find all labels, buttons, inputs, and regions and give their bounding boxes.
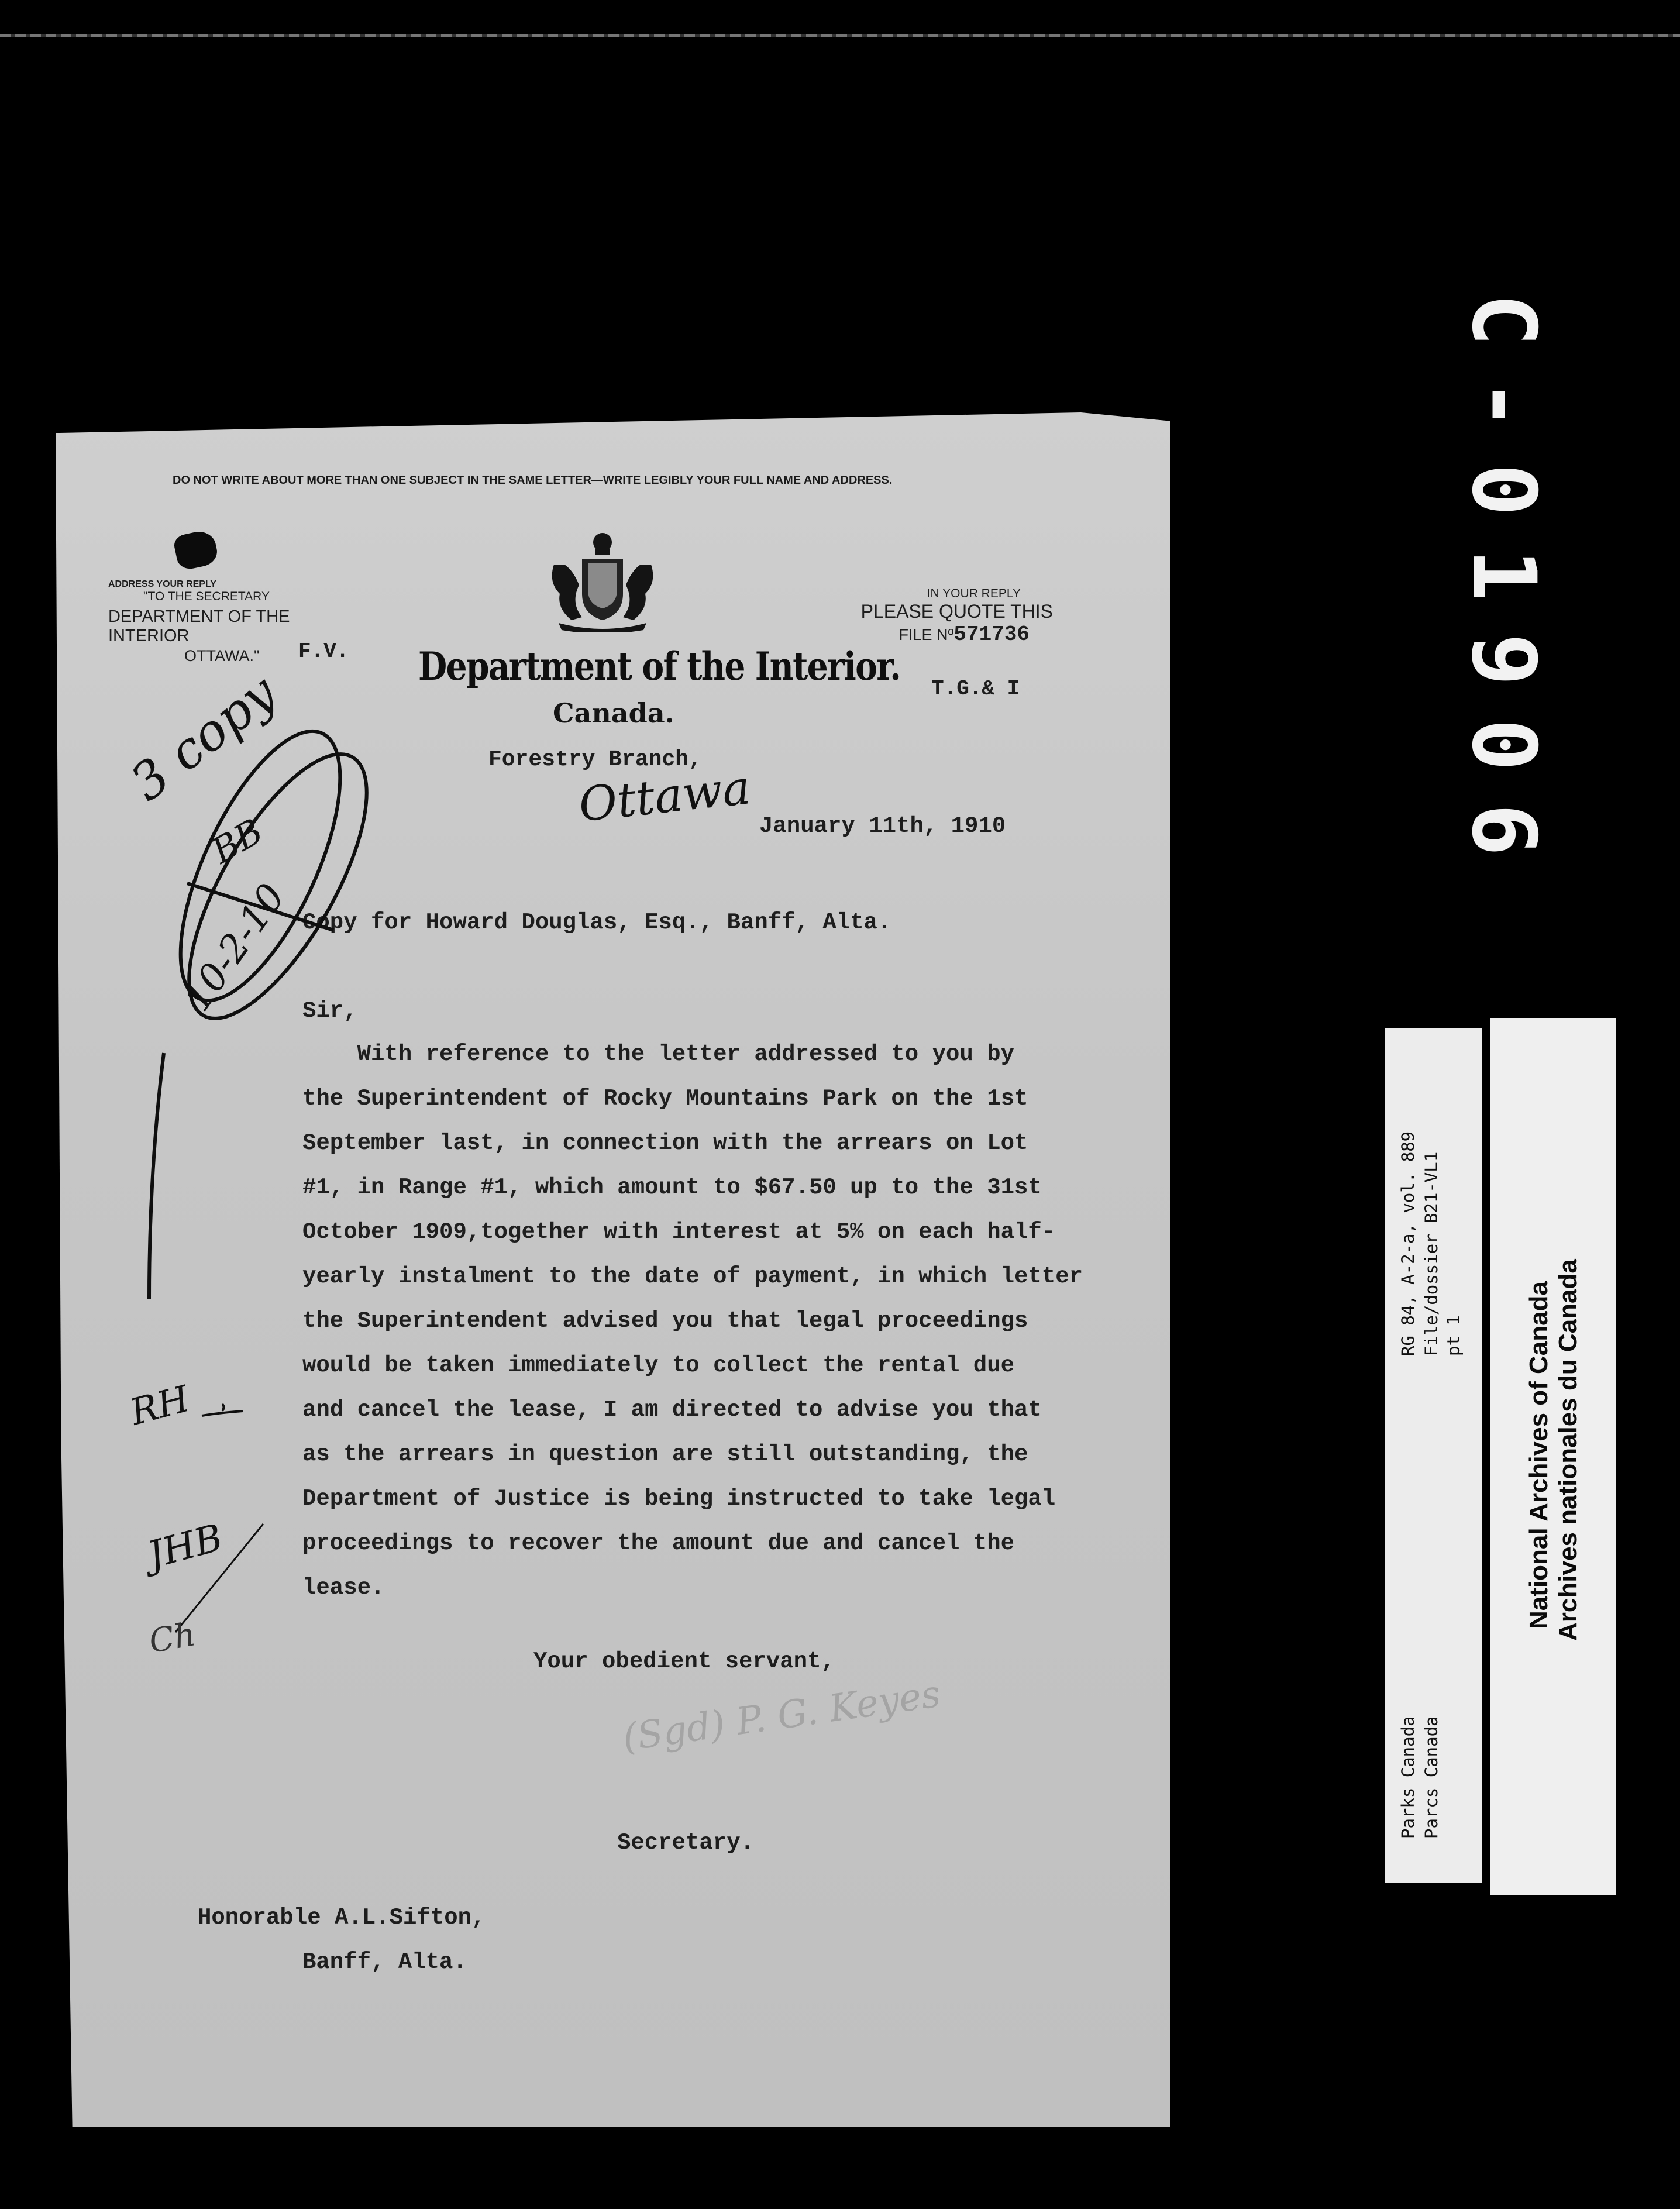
body-line: would be taken immediately to collect the rental due bbox=[302, 1353, 1014, 1378]
closing: Your obedient servant, bbox=[533, 1649, 835, 1674]
reply-line-2: PLEASE QUOTE THIS bbox=[860, 601, 1053, 622]
archive-part: pt 1 bbox=[1444, 1315, 1464, 1356]
margin-initials-3: Ch bbox=[146, 1615, 199, 1661]
city-name: Ottawa bbox=[576, 760, 753, 832]
handwritten-date-note: 10-2-10 bbox=[175, 876, 294, 1020]
copy-for-line: Copy for Howard Douglas, Esq., Banff, Alta. bbox=[302, 910, 891, 935]
reply-line-1: IN YOUR REPLY bbox=[927, 587, 1021, 600]
archive-file: File/dossier B21-VL1 bbox=[1421, 1151, 1441, 1356]
archive-agency-en: Parks Canada bbox=[1398, 1716, 1418, 1839]
frame-number-text: C-01906 bbox=[1452, 293, 1554, 889]
file-number-label: FILE Nº bbox=[898, 626, 954, 644]
body-line: Department of Justice is being instructed to take legal bbox=[302, 1486, 1056, 1512]
body-line: October 1909,together with interest at 5% on each half- bbox=[302, 1219, 1056, 1245]
body-line: and cancel the lease, I am directed to advise you that bbox=[302, 1397, 1042, 1423]
archive-label-reference bbox=[1385, 1028, 1482, 1883]
archive-label-institution bbox=[1490, 1018, 1616, 1895]
handwritten-initials: BB bbox=[205, 810, 270, 872]
body-line: September last, in connection with the arrears on Lot bbox=[302, 1130, 1028, 1156]
letterhead-notice: DO NOT WRITE ABOUT MORE THAN ONE SUBJECT IN THE SAME LETTER—WRITE LEGIBLY YOUR FULL NAME AND ADDRESS. bbox=[173, 474, 893, 487]
margin-initials-1: RH bbox=[126, 1377, 194, 1434]
branch-name: Forestry Branch, bbox=[488, 747, 702, 772]
address-reply-line-1: ADDRESS YOUR REPLY bbox=[108, 579, 216, 589]
recipient-place: Banff, Alta. bbox=[302, 1949, 467, 1975]
recipient-name: Honorable A.L.Sifton, bbox=[198, 1905, 486, 1931]
coat-of-arms-icon bbox=[541, 529, 664, 632]
margin-initials-2: JHB bbox=[143, 1516, 228, 1578]
handwritten-copy-note: 3 copy bbox=[120, 663, 288, 813]
department-title: Department of the Interior. bbox=[418, 644, 901, 689]
reply-block bbox=[831, 587, 1053, 646]
body-line: lease. bbox=[302, 1575, 385, 1601]
margin-mark-line bbox=[199, 1401, 246, 1419]
country-title: Canada. bbox=[553, 697, 674, 729]
body-line: #1, in Range #1, which amount to $67.50 up to the 31st bbox=[302, 1175, 1042, 1200]
archive-reference: RG 84, A-2-a, vol. 889 bbox=[1398, 1131, 1418, 1356]
body-line: With reference to the letter addressed to you by bbox=[302, 1041, 1014, 1067]
archive-institution-fr: Archives nationales du Canada bbox=[1554, 1259, 1582, 1641]
address-reply-line-3: DEPARTMENT OF THE INTERIOR bbox=[108, 607, 290, 645]
frame-number bbox=[1416, 269, 1591, 913]
body-line: the Superintendent of Rocky Mountains Park on the 1st bbox=[302, 1086, 1028, 1112]
file-number-value: 571736 bbox=[953, 622, 1030, 646]
address-reply-line-4: OTTAWA." bbox=[184, 647, 260, 665]
salutation: Sir, bbox=[302, 998, 357, 1024]
body-line: the Superintendent advised you that legal proceedings bbox=[302, 1308, 1028, 1334]
signature: (Sgd) P. G. Keyes bbox=[620, 1672, 944, 1760]
file-number-line bbox=[831, 622, 1053, 646]
body-line: proceedings to recover the amount due and cancel the bbox=[302, 1530, 1014, 1556]
archive-agency-fr: Parcs Canada bbox=[1421, 1716, 1441, 1839]
address-reply-line-2: "TO THE SECRETARY bbox=[143, 590, 270, 603]
signatory-title: Secretary. bbox=[617, 1830, 755, 1856]
address-initials: F.V. bbox=[298, 639, 349, 663]
department-code: T.G.& I bbox=[931, 677, 1020, 701]
archive-institution-en: National Archives of Canada bbox=[1524, 1281, 1553, 1629]
film-top-edge bbox=[0, 34, 1680, 37]
letter-date: January 11th, 1910 bbox=[759, 813, 1006, 839]
body-line: as the arrears in question are still outstanding, the bbox=[302, 1441, 1028, 1467]
body-line: yearly instalment to the date of payment, in which letter bbox=[302, 1264, 1083, 1289]
